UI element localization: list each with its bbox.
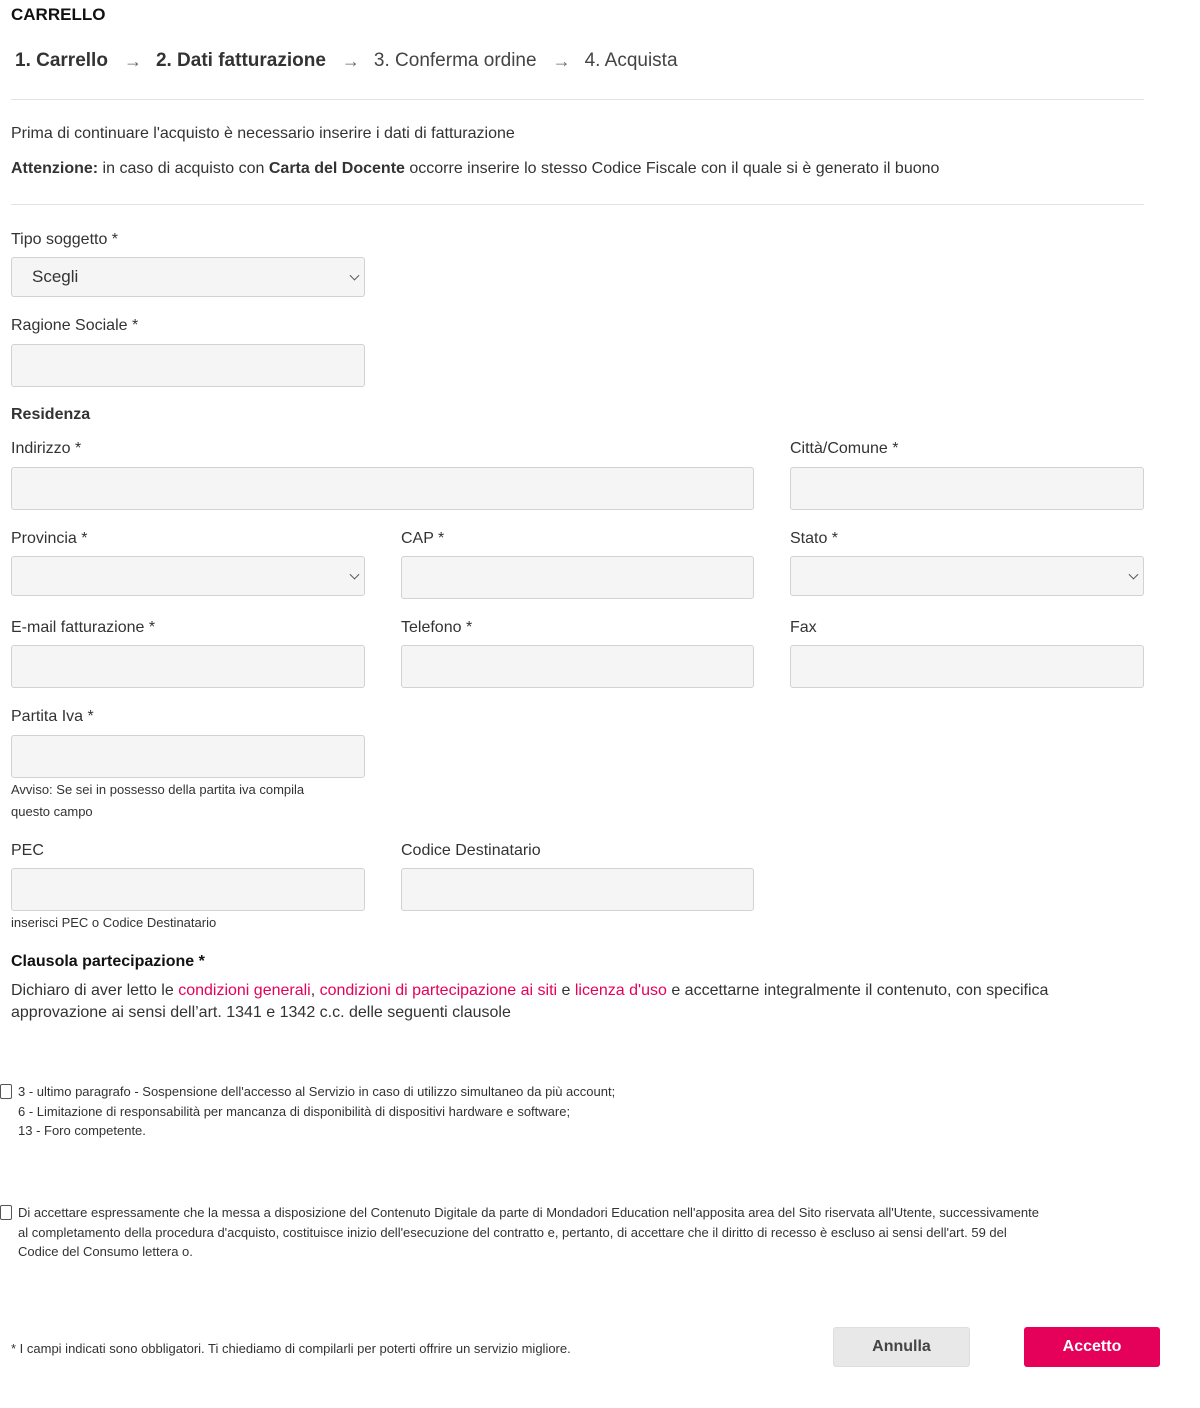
recesso-line-2: al completamento della procedura d'acquisto, costituisce inizio dell'esecuzione del contratto e, pertanto, di accettare che il diritto di recesso è escluso ai sensi dell'art. 59 del [18,1224,1007,1240]
clausola-text-line1 [11,980,1048,1002]
pec-label: PEC [11,842,44,859]
warning-mid: in caso di acquisto con [98,160,269,177]
partita-iva-help-2: questo campo [11,804,93,819]
divider [11,99,1144,100]
clausole-line-3: 13 - Foro competente. [18,1123,146,1138]
pec-help: inserisci PEC o Codice Destinatario [11,915,217,930]
licenza-uso-link[interactable]: licenza d'uso [574,982,667,999]
step-confirm-order: 3. Conferma ordine [373,50,537,71]
email-field[interactable] [11,645,365,688]
condizioni-generali-link[interactable]: condizioni generali [178,982,311,999]
telefono-input[interactable] [401,645,754,688]
email-label: E-mail fatturazione * [11,619,156,636]
divider [11,204,1144,205]
accept-button[interactable]: Accetto [1024,1327,1160,1367]
provincia-label: Provincia * [11,530,88,547]
arrow-right-icon: → [123,50,142,71]
arrow-right-icon: → [552,50,571,71]
ragione-sociale-label: Ragione Sociale * [11,317,139,334]
arrow-right-icon: → [341,50,360,71]
page-title: CARRELLO [11,5,106,24]
clausola-text-line2: approvazione ai sensi dell’art. 1341 e 1342 c.c. delle seguenti clausole [11,1004,511,1021]
tipo-soggetto-label: Tipo soggetto * [11,231,119,248]
citta-input[interactable] [790,467,1144,510]
required-fields-note: * I campi indicati sono obbligatori. Ti chiediamo di compilarli per poterti offrire un servizio migliore. [11,1341,571,1356]
cap-input[interactable] [401,556,754,599]
cancel-button[interactable]: Annulla [833,1327,970,1367]
partita-iva-help-1: Avviso: Se sei in possesso della partita iva compila [11,782,305,797]
provincia-select[interactable] [11,556,365,596]
indirizzo-input[interactable] [11,467,754,510]
stato-label: Stato * [790,530,839,547]
tipo-soggetto-select[interactable] [11,257,365,297]
citta-label: Città/Comune * [790,440,899,457]
clausola-text-start: Dichiaro di aver letto le [11,982,179,999]
recesso-checkbox[interactable] [0,1205,12,1220]
clausola-heading: Clausola partecipazione * [11,953,205,970]
clausola-sep2: e [557,982,575,999]
warning-rest: occorre inserire lo stesso Codice Fiscale con il quale si è generato il buono [404,160,940,177]
partita-iva-label: Partita Iva * [11,708,94,725]
step-cart[interactable]: 1. Carrello [15,50,108,71]
recesso-line-1: Di accettare espressamente che la messa a disposizione del Contenuto Digitale da parte di Mondadori Education nell'apposita area del Sito riservata all'Utente, successivamente [18,1205,1039,1220]
partita-iva-input[interactable] [11,735,365,778]
chevron-down-icon [1129,570,1139,580]
recesso-checkbox-label [18,1203,1039,1262]
fax-label: Fax [790,619,817,636]
clausola-text-end: e accettarne integralmente il contenuto, con specifica [666,982,1049,999]
warning-bold: Carta del Docente [268,160,405,177]
clausole-line-1: 3 - ultimo paragrafo - Sospensione dell'accesso al Servizio in caso di utilizzo simultaneo da più account; [18,1084,616,1099]
warning-text [11,160,939,178]
chevron-down-icon [350,570,360,580]
chevron-down-icon [350,271,360,281]
fax-input[interactable] [790,645,1144,688]
telefono-label: Telefono * [401,619,473,636]
step-billing-data: 2. Dati fatturazione [155,50,326,71]
codice-destinatario-input[interactable] [401,868,754,911]
clausole-checkbox[interactable] [0,1084,12,1099]
clausola-sep1: , [310,982,320,999]
indirizzo-label: Indirizzo * [11,440,82,457]
cap-label: CAP * [401,530,445,547]
recesso-line-3: Codice del Consumo lettera o. [18,1244,193,1259]
clausole-checkbox-label [18,1082,615,1141]
checkout-steps [15,50,678,72]
tipo-soggetto-value: Scegli [32,267,79,286]
warning-prefix: Attenzione: [11,160,99,177]
step-purchase: 4. Acquista [584,50,678,71]
stato-select[interactable] [790,556,1144,596]
residenza-heading: Residenza [11,406,91,423]
condizioni-partecipazione-link[interactable]: condizioni di partecipazione ai siti [319,982,558,999]
clausole-line-2: 6 - Limitazione di responsabilità per mancanza di disponibilità di dispositivi hardware e software; [18,1103,571,1119]
pec-input[interactable] [11,868,365,911]
ragione-sociale-input[interactable] [11,344,365,387]
intro-text: Prima di continuare l'acquisto è necessario inserire i dati di fatturazione [11,125,515,142]
codice-destinatario-label: Codice Destinatario [401,842,541,859]
